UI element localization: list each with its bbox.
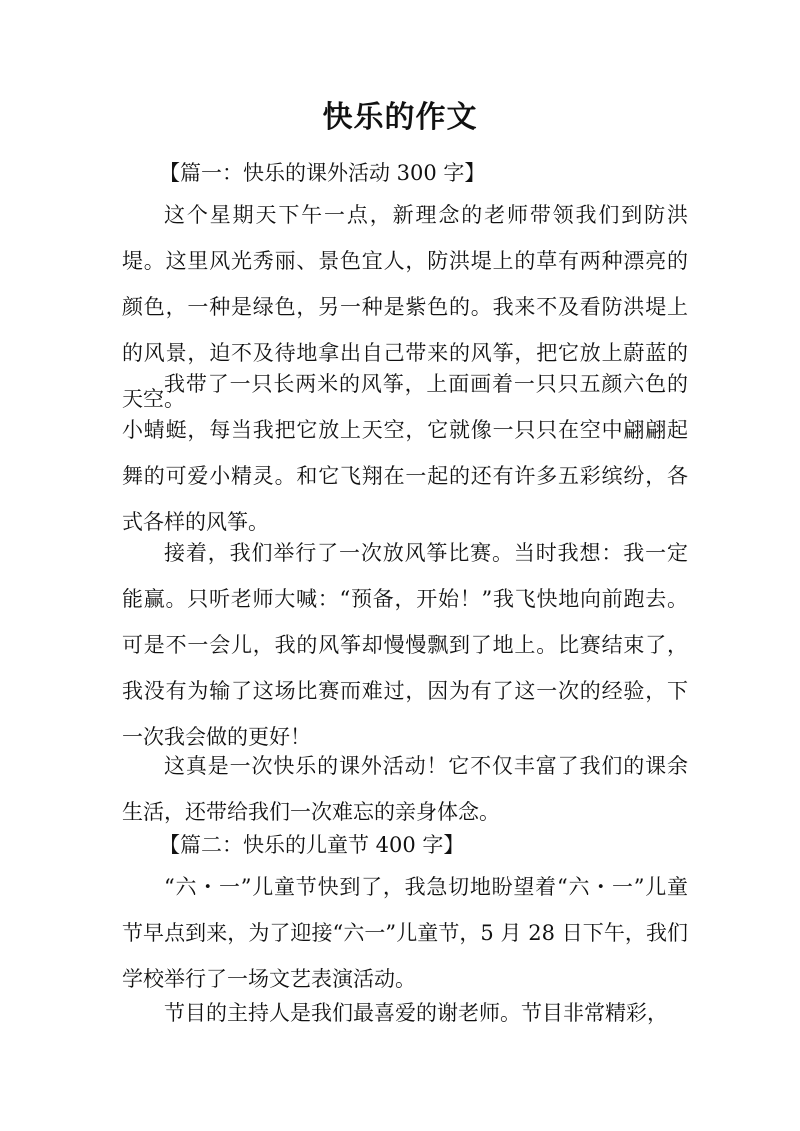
section-heading-2: 【篇二：快乐的儿童节 400 字】 <box>159 833 465 857</box>
section-heading-1: 【篇一：快乐的课外活动 300 字】 <box>159 161 486 185</box>
paragraph: 这个星期天下午一点，新理念的老师带领我们到防洪堤。这里风光秀丽、景色宜人，防洪堤上的草有两种漂亮的颜色，一种是绿色，另一种是紫色的。我来不及看防洪堤上的风景，迫不及待地拿出自己带来的风筝，把它放上蔚蓝的天空。 <box>122 203 688 411</box>
document-title: 快乐的作文 <box>322 100 478 135</box>
paragraph: “六・一”儿童节快到了，我急切地盼望着“六・一”儿童节早点到来，为了迎接“六一”儿童节，5 月 28 日下午，我们学校举行了一场文艺表演活动。 <box>122 875 688 991</box>
paragraph: 这真是一次快乐的课外活动！它不仅丰富了我们的课余生活，还带给我们一次难忘的亲身体念。 <box>122 754 688 824</box>
paragraph: 节目的主持人是我们最喜爱的谢老师。节目非常精彩， <box>164 1001 668 1025</box>
paragraph: 接着，我们举行了一次放风筝比赛。当时我想：我一定能赢。只听老师大喊：“预备，开始！”我飞快地向前跑去。可是不一会儿，我的风筝却慢慢飘到了地上。比赛结束了，我没有为输了这场比赛而难过，因为有了这一次的经验，下一次我会做的更好！ <box>122 541 688 749</box>
paragraph: 我带了一只长两米的风筝，上面画着一只只五颜六色的小蜻蜓，每当我把它放上天空，它就像一只只在空中翩翩起舞的可爱小精灵。和它飞翔在一起的还有许多五彩缤纷，各式各样的风筝。 <box>122 372 688 534</box>
